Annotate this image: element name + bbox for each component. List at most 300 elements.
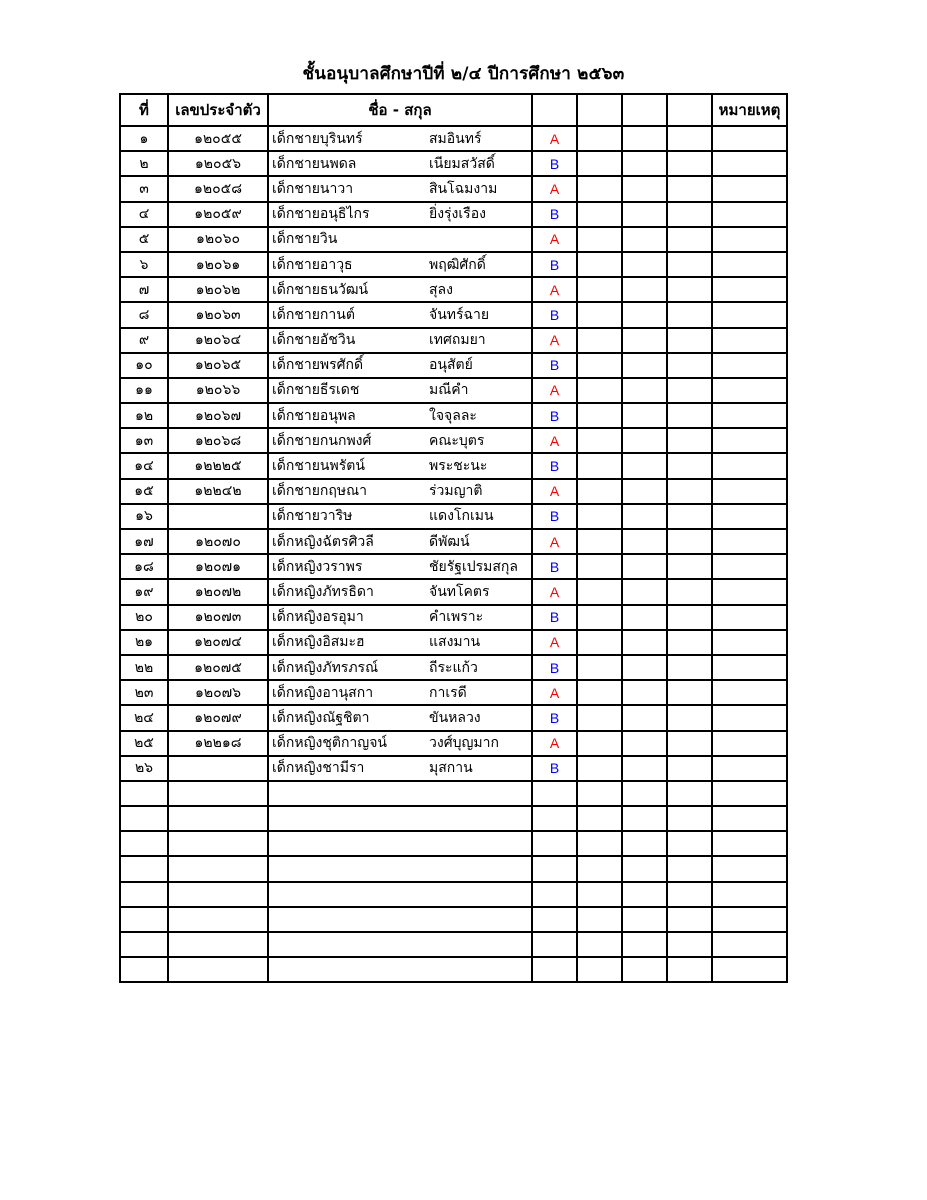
table-row [120,403,787,428]
first-name: เด็กชายนพรัตน์ [272,458,365,475]
name-wrap [269,203,531,225]
empty-cell [268,781,532,806]
row-number: ๘ [120,302,168,327]
mark-cell-3 [622,277,667,302]
student-id: ๑๒๐๗๖ [168,680,268,705]
student-name [268,731,532,756]
student-name [268,705,532,730]
mark-cell-4 [667,353,712,378]
mark-cell-4 [667,554,712,579]
group-badge: A [532,680,577,705]
name-wrap [269,581,531,603]
mark-cell-4 [667,479,712,504]
name-wrap [269,128,531,150]
first-name: เด็กหญิงชามีรา [272,760,365,777]
last-name: คำเพราะ [429,609,484,626]
mark-cell-2 [577,529,622,554]
student-name [268,680,532,705]
student-id: ๑๒๐๖๗ [168,403,268,428]
empty-cell [577,856,622,881]
table-row [120,328,787,353]
student-name [268,504,532,529]
mark-cell-3 [622,328,667,353]
empty-cell [667,781,712,806]
name-wrap [269,379,531,401]
group-badge: B [532,252,577,277]
empty-row [120,932,787,957]
mark-cell-2 [577,151,622,176]
student-id: ๑๒๐๗๙ [168,705,268,730]
mark-cell-2 [577,378,622,403]
empty-cell [120,882,168,907]
first-name: เด็กหญิงอิสมะฮ [272,634,365,651]
empty-cell [577,831,622,856]
empty-cell [712,882,787,907]
name-wrap [269,254,531,276]
table-row [120,705,787,730]
mark-cell-4 [667,655,712,680]
header-note: หมายเหตุ [712,94,787,126]
last-name: สมอินทร์ [429,130,482,147]
empty-cell [120,806,168,831]
first-name: เด็กชายบุรินทร์ [272,130,363,147]
empty-cell [532,831,577,856]
mark-cell-2 [577,655,622,680]
empty-cell [268,907,532,932]
table-row [120,504,787,529]
note-cell [712,151,787,176]
last-name: เนียมสวัสดิ์ [429,155,495,172]
first-name: เด็กชายอนุธิไกร [272,206,370,223]
row-number: ๒๖ [120,756,168,781]
empty-cell [712,932,787,957]
empty-cell [120,907,168,932]
first-name: เด็กชายอาวุธ [272,256,353,273]
row-number: ๔ [120,202,168,227]
last-name: ชัยรัฐเปรมสกุล [429,558,518,575]
page-title: ชั้นอนุบาลศึกษาปีที่ ๒/๔ ปีการศึกษา ๒๕๖๓ [302,64,625,84]
last-name: จันทโคตร [429,583,490,600]
note-cell [712,756,787,781]
first-name: เด็กชายกฤษณา [272,483,367,500]
group-badge: B [532,605,577,630]
mark-cell-2 [577,630,622,655]
row-number: ๕ [120,227,168,252]
student-name [268,579,532,604]
empty-cell [168,907,268,932]
name-wrap [269,480,531,502]
mark-cell-2 [577,428,622,453]
student-id: ๑๒๐๕๘ [168,176,268,201]
row-number: ๑๒ [120,403,168,428]
empty-cell [712,856,787,881]
name-wrap [269,228,531,250]
first-name: เด็กชายกานต์ [272,306,355,323]
first-name: เด็กชายธนวัฒน์ [272,281,369,298]
group-badge: A [532,428,577,453]
empty-cell [532,882,577,907]
mark-cell-4 [667,428,712,453]
mark-cell-2 [577,605,622,630]
mark-cell-3 [622,151,667,176]
empty-cell [120,831,168,856]
empty-cell [622,932,667,957]
mark-cell-4 [667,705,712,730]
student-name [268,227,532,252]
row-number: ๒ [120,151,168,176]
name-wrap [269,531,531,553]
mark-cell-3 [622,554,667,579]
note-cell [712,680,787,705]
mark-cell-4 [667,731,712,756]
row-number: ๑ [120,126,168,151]
last-name: ดีพัฒน์ [429,533,470,550]
empty-row [120,781,787,806]
table-row [120,554,787,579]
table-row [120,151,787,176]
note-cell [712,353,787,378]
first-name: เด็กชายอนุพล [272,407,356,424]
row-number: ๑๐ [120,353,168,378]
mark-cell-4 [667,453,712,478]
student-id: ๑๒๐๗๑ [168,554,268,579]
first-name: เด็กชายวิน [272,231,338,248]
last-name: แดงโกเมน [429,508,494,525]
student-id: ๑๒๒๔๒ [168,479,268,504]
student-name [268,453,532,478]
student-roster-table [119,93,788,983]
mark-cell-4 [667,126,712,151]
table-row [120,453,787,478]
student-name [268,403,532,428]
row-number: ๒๕ [120,731,168,756]
mark-cell-3 [622,756,667,781]
name-wrap [269,329,531,351]
first-name: เด็กหญิงณัฐชิตา [272,709,370,726]
student-name [268,756,532,781]
mark-cell-3 [622,353,667,378]
name-wrap [269,178,531,200]
group-badge: B [532,302,577,327]
row-number: ๖ [120,252,168,277]
name-wrap [269,505,531,527]
mark-cell-3 [622,705,667,730]
mark-cell-2 [577,302,622,327]
group-badge: A [532,277,577,302]
student-id [168,756,268,781]
row-number: ๗ [120,277,168,302]
empty-cell [268,806,532,831]
mark-cell-2 [577,227,622,252]
mark-cell-2 [577,579,622,604]
note-cell [712,630,787,655]
student-name [268,277,532,302]
mark-cell-4 [667,680,712,705]
header-mark-4 [667,94,712,126]
group-badge: A [532,227,577,252]
empty-cell [168,806,268,831]
note-cell [712,126,787,151]
last-name: พฤฒิศักดิ์ [429,256,486,273]
first-name: เด็กหญิงภัทรธิดา [272,583,374,600]
name-wrap [269,606,531,628]
student-name [268,378,532,403]
student-id: ๑๒๐๖๒ [168,277,268,302]
student-id: ๑๒๐๕๙ [168,202,268,227]
empty-cell [712,781,787,806]
group-badge: B [532,353,577,378]
name-wrap [269,430,531,452]
student-id: ๑๒๒๑๘ [168,731,268,756]
note-cell [712,378,787,403]
header-row [120,94,787,126]
mark-cell-3 [622,227,667,252]
mark-cell-3 [622,453,667,478]
empty-cell [268,932,532,957]
table-row [120,353,787,378]
empty-cell [168,882,268,907]
note-cell [712,227,787,252]
table-row [120,605,787,630]
mark-cell-3 [622,655,667,680]
empty-cell [168,957,268,982]
table-row [120,202,787,227]
last-name: กาเรดี [429,684,467,701]
group-badge: B [532,151,577,176]
empty-cell [168,781,268,806]
note-cell [712,202,787,227]
last-name: สุลง [429,281,453,298]
first-name: เด็กชายธีรเดช [272,382,360,399]
last-name: เทศถมยา [429,332,486,349]
mark-cell-3 [622,605,667,630]
first-name: เด็กชายพรศักดิ์ [272,357,364,374]
mark-cell-2 [577,403,622,428]
mark-cell-3 [622,302,667,327]
student-id: ๑๒๐๕๖ [168,151,268,176]
name-wrap [269,455,531,477]
table-row [120,529,787,554]
empty-cell [712,806,787,831]
table-row [120,378,787,403]
mark-cell-2 [577,504,622,529]
group-badge: A [532,176,577,201]
empty-cell [622,907,667,932]
empty-cell [712,907,787,932]
mark-cell-4 [667,579,712,604]
empty-cell [667,932,712,957]
mark-cell-4 [667,378,712,403]
last-name: อนุสัตย์ [429,357,473,374]
mark-cell-3 [622,680,667,705]
mark-cell-3 [622,126,667,151]
empty-cell [622,806,667,831]
empty-cell [622,781,667,806]
row-number: ๑๖ [120,504,168,529]
table-row [120,756,787,781]
note-cell [712,403,787,428]
student-name [268,302,532,327]
empty-cell [268,856,532,881]
group-badge: B [532,655,577,680]
group-badge: A [532,731,577,756]
student-id: ๑๒๐๖๘ [168,428,268,453]
empty-cell [120,856,168,881]
group-badge: B [532,504,577,529]
last-name: แสงมาน [429,634,481,651]
note-cell [712,277,787,302]
empty-cell [532,781,577,806]
name-wrap [269,153,531,175]
group-badge: B [532,202,577,227]
header-no: ที่ [120,94,168,126]
student-id: ๑๒๐๗๔ [168,630,268,655]
note-cell [712,731,787,756]
empty-cell [622,831,667,856]
mark-cell-2 [577,731,622,756]
group-badge: A [532,378,577,403]
name-wrap [269,631,531,653]
first-name: เด็กชายกนกพงศ์ [272,432,372,449]
empty-cell [667,806,712,831]
header-mark-1 [532,94,577,126]
student-name [268,252,532,277]
empty-cell [532,957,577,982]
last-name: สินโฉมงาม [429,180,498,197]
mark-cell-2 [577,705,622,730]
empty-cell [532,932,577,957]
row-number: ๙ [120,328,168,353]
header-mark-2 [577,94,622,126]
empty-cell [532,806,577,831]
table-row [120,731,787,756]
mark-cell-4 [667,756,712,781]
mark-cell-4 [667,328,712,353]
group-badge: A [532,126,577,151]
row-number: ๑๙ [120,579,168,604]
empty-cell [577,806,622,831]
row-number: ๑๗ [120,529,168,554]
last-name: คณะบุตร [429,432,485,449]
empty-cell [268,831,532,856]
header-name: ชื่อ - สกุล [268,94,532,126]
table-row [120,630,787,655]
group-badge: A [532,630,577,655]
mark-cell-2 [577,126,622,151]
note-cell [712,328,787,353]
mark-cell-3 [622,378,667,403]
group-badge: A [532,479,577,504]
empty-cell [577,907,622,932]
group-badge: B [532,453,577,478]
mark-cell-3 [622,731,667,756]
mark-cell-3 [622,176,667,201]
student-id: ๑๒๐๗๒ [168,579,268,604]
student-name [268,176,532,201]
name-wrap [269,732,531,754]
name-wrap [269,707,531,729]
student-name [268,529,532,554]
empty-cell [268,882,532,907]
empty-row [120,957,787,982]
student-name [268,328,532,353]
last-name: ใจจุลละ [429,407,477,424]
last-name: ถีระแก้ว [429,659,478,676]
mark-cell-3 [622,252,667,277]
name-wrap [269,757,531,779]
mark-cell-4 [667,529,712,554]
note-cell [712,579,787,604]
name-wrap [269,354,531,376]
note-cell [712,479,787,504]
mark-cell-4 [667,202,712,227]
note-cell [712,655,787,680]
first-name: เด็กหญิงวราพร [272,558,363,575]
student-name [268,202,532,227]
first-name: เด็กชายนาวา [272,180,354,197]
empty-cell [667,957,712,982]
first-name: เด็กชายวาริษ [272,508,353,525]
name-wrap [269,304,531,326]
table-row [120,176,787,201]
student-id: ๑๒๐๖๔ [168,328,268,353]
mark-cell-4 [667,176,712,201]
mark-cell-3 [622,428,667,453]
note-cell [712,705,787,730]
first-name: เด็กชายนพดล [272,155,357,172]
student-name [268,151,532,176]
student-name [268,554,532,579]
student-id [168,504,268,529]
table-row [120,277,787,302]
mark-cell-2 [577,252,622,277]
mark-cell-3 [622,504,667,529]
empty-cell [577,882,622,907]
row-number: ๓ [120,176,168,201]
mark-cell-3 [622,579,667,604]
empty-cell [667,907,712,932]
empty-cell [120,932,168,957]
mark-cell-4 [667,403,712,428]
empty-cell [168,831,268,856]
row-number: ๒๔ [120,705,168,730]
mark-cell-2 [577,176,622,201]
empty-row [120,856,787,881]
empty-cell [622,957,667,982]
empty-row [120,907,787,932]
table-row [120,655,787,680]
mark-cell-3 [622,479,667,504]
mark-cell-4 [667,252,712,277]
student-name [268,479,532,504]
student-id: ๑๒๐๖๖ [168,378,268,403]
mark-cell-2 [577,479,622,504]
last-name: วงศ์บุญมาก [429,735,499,752]
mark-cell-2 [577,353,622,378]
mark-cell-4 [667,504,712,529]
mark-cell-2 [577,756,622,781]
first-name: เด็กหญิงชุติกาญจน์ [272,735,387,752]
student-id: ๑๒๐๗๓ [168,605,268,630]
mark-cell-4 [667,630,712,655]
table-row [120,227,787,252]
last-name: ยิ่งรุ่งเรือง [429,206,486,223]
empty-cell [120,957,168,982]
empty-cell [168,932,268,957]
mark-cell-4 [667,605,712,630]
empty-cell [712,831,787,856]
table-row [120,479,787,504]
